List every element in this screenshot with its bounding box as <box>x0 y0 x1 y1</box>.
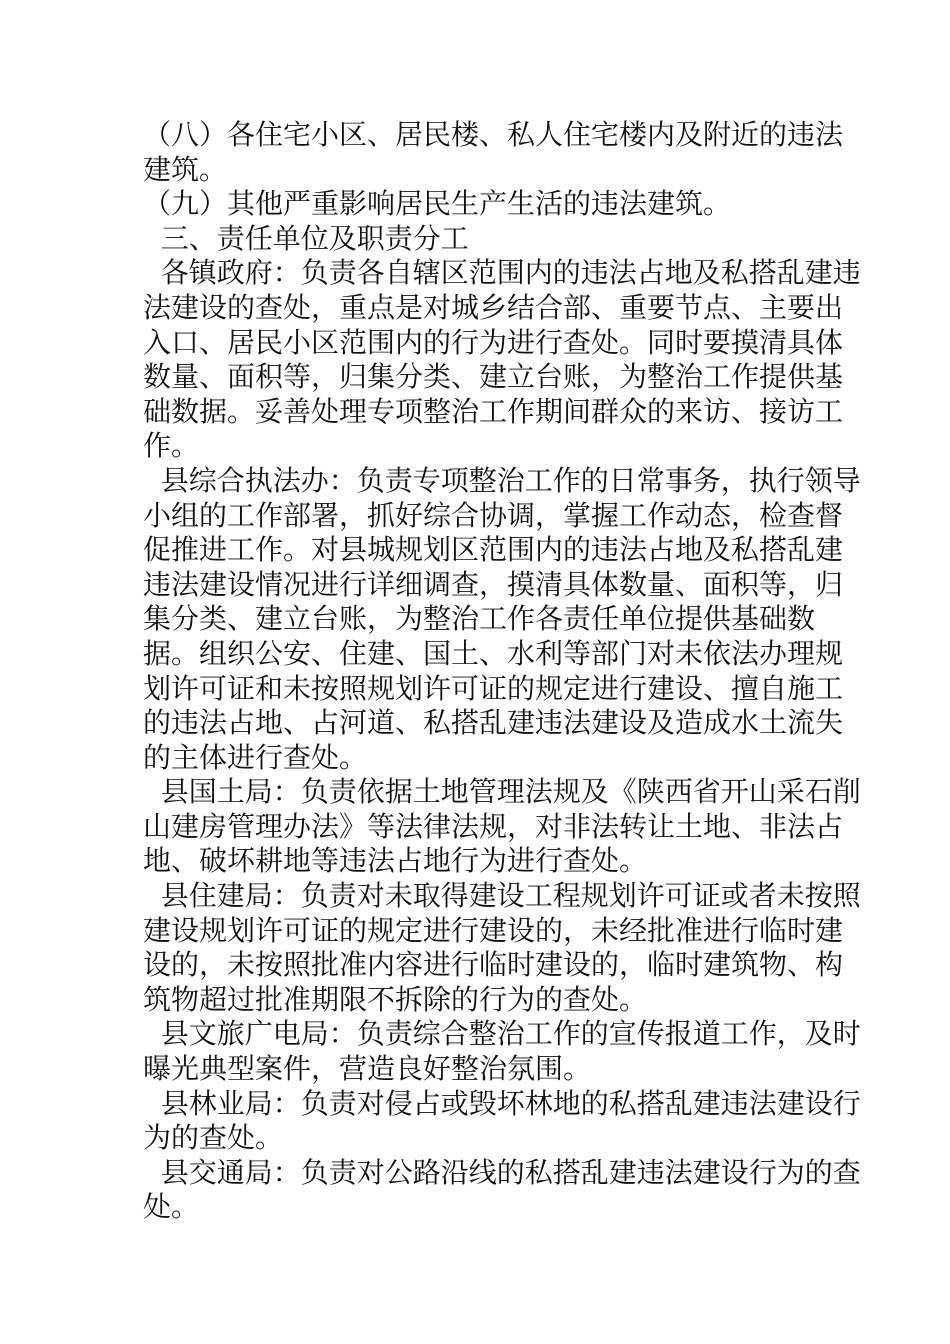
text-line: 建筑。 <box>143 152 228 186</box>
text-line: 曝光典型案件，营造良好整治氛围。 <box>143 1052 592 1086</box>
text-line: 作。 <box>143 429 200 463</box>
text-line: 划许可证和未按照规划许可证的规定进行建设、擅自施工 <box>143 671 844 705</box>
text-line: 法建设的查处，重点是对城乡结合部、重要节点、主要出 <box>143 290 844 324</box>
text-line: 县林业局：负责对侵占或毁坏林地的私搭乱建违法建设行 <box>143 1086 861 1120</box>
text-line: 设的，未按照批准内容进行临时建设的，临时建筑物、构 <box>143 948 844 982</box>
text-line: 筑物超过批准期限不拆除的行为的查处。 <box>143 982 648 1016</box>
text-line: （八）各住宅小区、居民楼、私人住宅楼内及附近的违法 <box>143 118 844 151</box>
text-line: （九）其他严重影响居民生产生活的违法建筑。 <box>143 187 732 221</box>
text-line: 县交通局：负责对公路沿线的私搭乱建违法建设行为的查 <box>143 1155 861 1189</box>
text-line: 县文旅广电局：负责综合整治工作的宣传报道工作，及时 <box>143 1017 861 1051</box>
text-line: 础数据。妥善处理专项整治工作期间群众的来访、接访工 <box>143 394 844 428</box>
text-line: 县国土局：负责依据土地管理法规及《陕西省开山采石削 <box>143 775 861 809</box>
text-line: 的违法占地、占河道、私搭乱建违法建设及造成水土流失 <box>143 706 844 740</box>
text-line: 数量、面积等，归集分类、建立台账，为整治工作提供基 <box>143 360 844 394</box>
text-line: 违法建设情况进行详细调查，摸清具体数量、面积等，归 <box>143 567 844 601</box>
text-line: 小组的工作部署，抓好综合协调，掌握工作动态，检查督 <box>143 498 844 532</box>
text-line: 地、破坏耕地等违法占地行为进行查处。 <box>143 844 648 878</box>
text-line: 处。 <box>143 1190 200 1224</box>
text-line: 各镇政府：负责各自辖区范围内的违法占地及私搭乱建违 <box>143 256 861 290</box>
text-line: 县综合执法办：负责专项整治工作的日常事务，执行领导 <box>143 463 861 497</box>
text-line: 山建房管理办法》等法律法规，对非法转让土地、非法占 <box>143 809 844 843</box>
text-line: 为的查处。 <box>143 1121 284 1155</box>
text-line: 促推进工作。对县城规划区范围内的违法占地及私搭乱建 <box>143 533 844 567</box>
text-line: 据。组织公安、住建、国土、水利等部门对未依法办理规 <box>143 636 844 670</box>
section-heading: 三、责任单位及职责分工 <box>143 221 469 255</box>
document-page <box>143 118 861 1225</box>
text-line: 入口、居民小区范围内的行为进行查处。同时要摸清具体 <box>143 325 844 359</box>
text-line: 的主体进行查处。 <box>143 740 368 774</box>
text-line: 建设规划许可证的规定进行建设的，未经批准进行临时建 <box>143 913 844 947</box>
text-line: 县住建局：负责对未取得建设工程规划许可证或者未按照 <box>143 879 861 913</box>
text-line: 集分类、建立台账，为整治工作各责任单位提供基础数 <box>143 602 816 636</box>
